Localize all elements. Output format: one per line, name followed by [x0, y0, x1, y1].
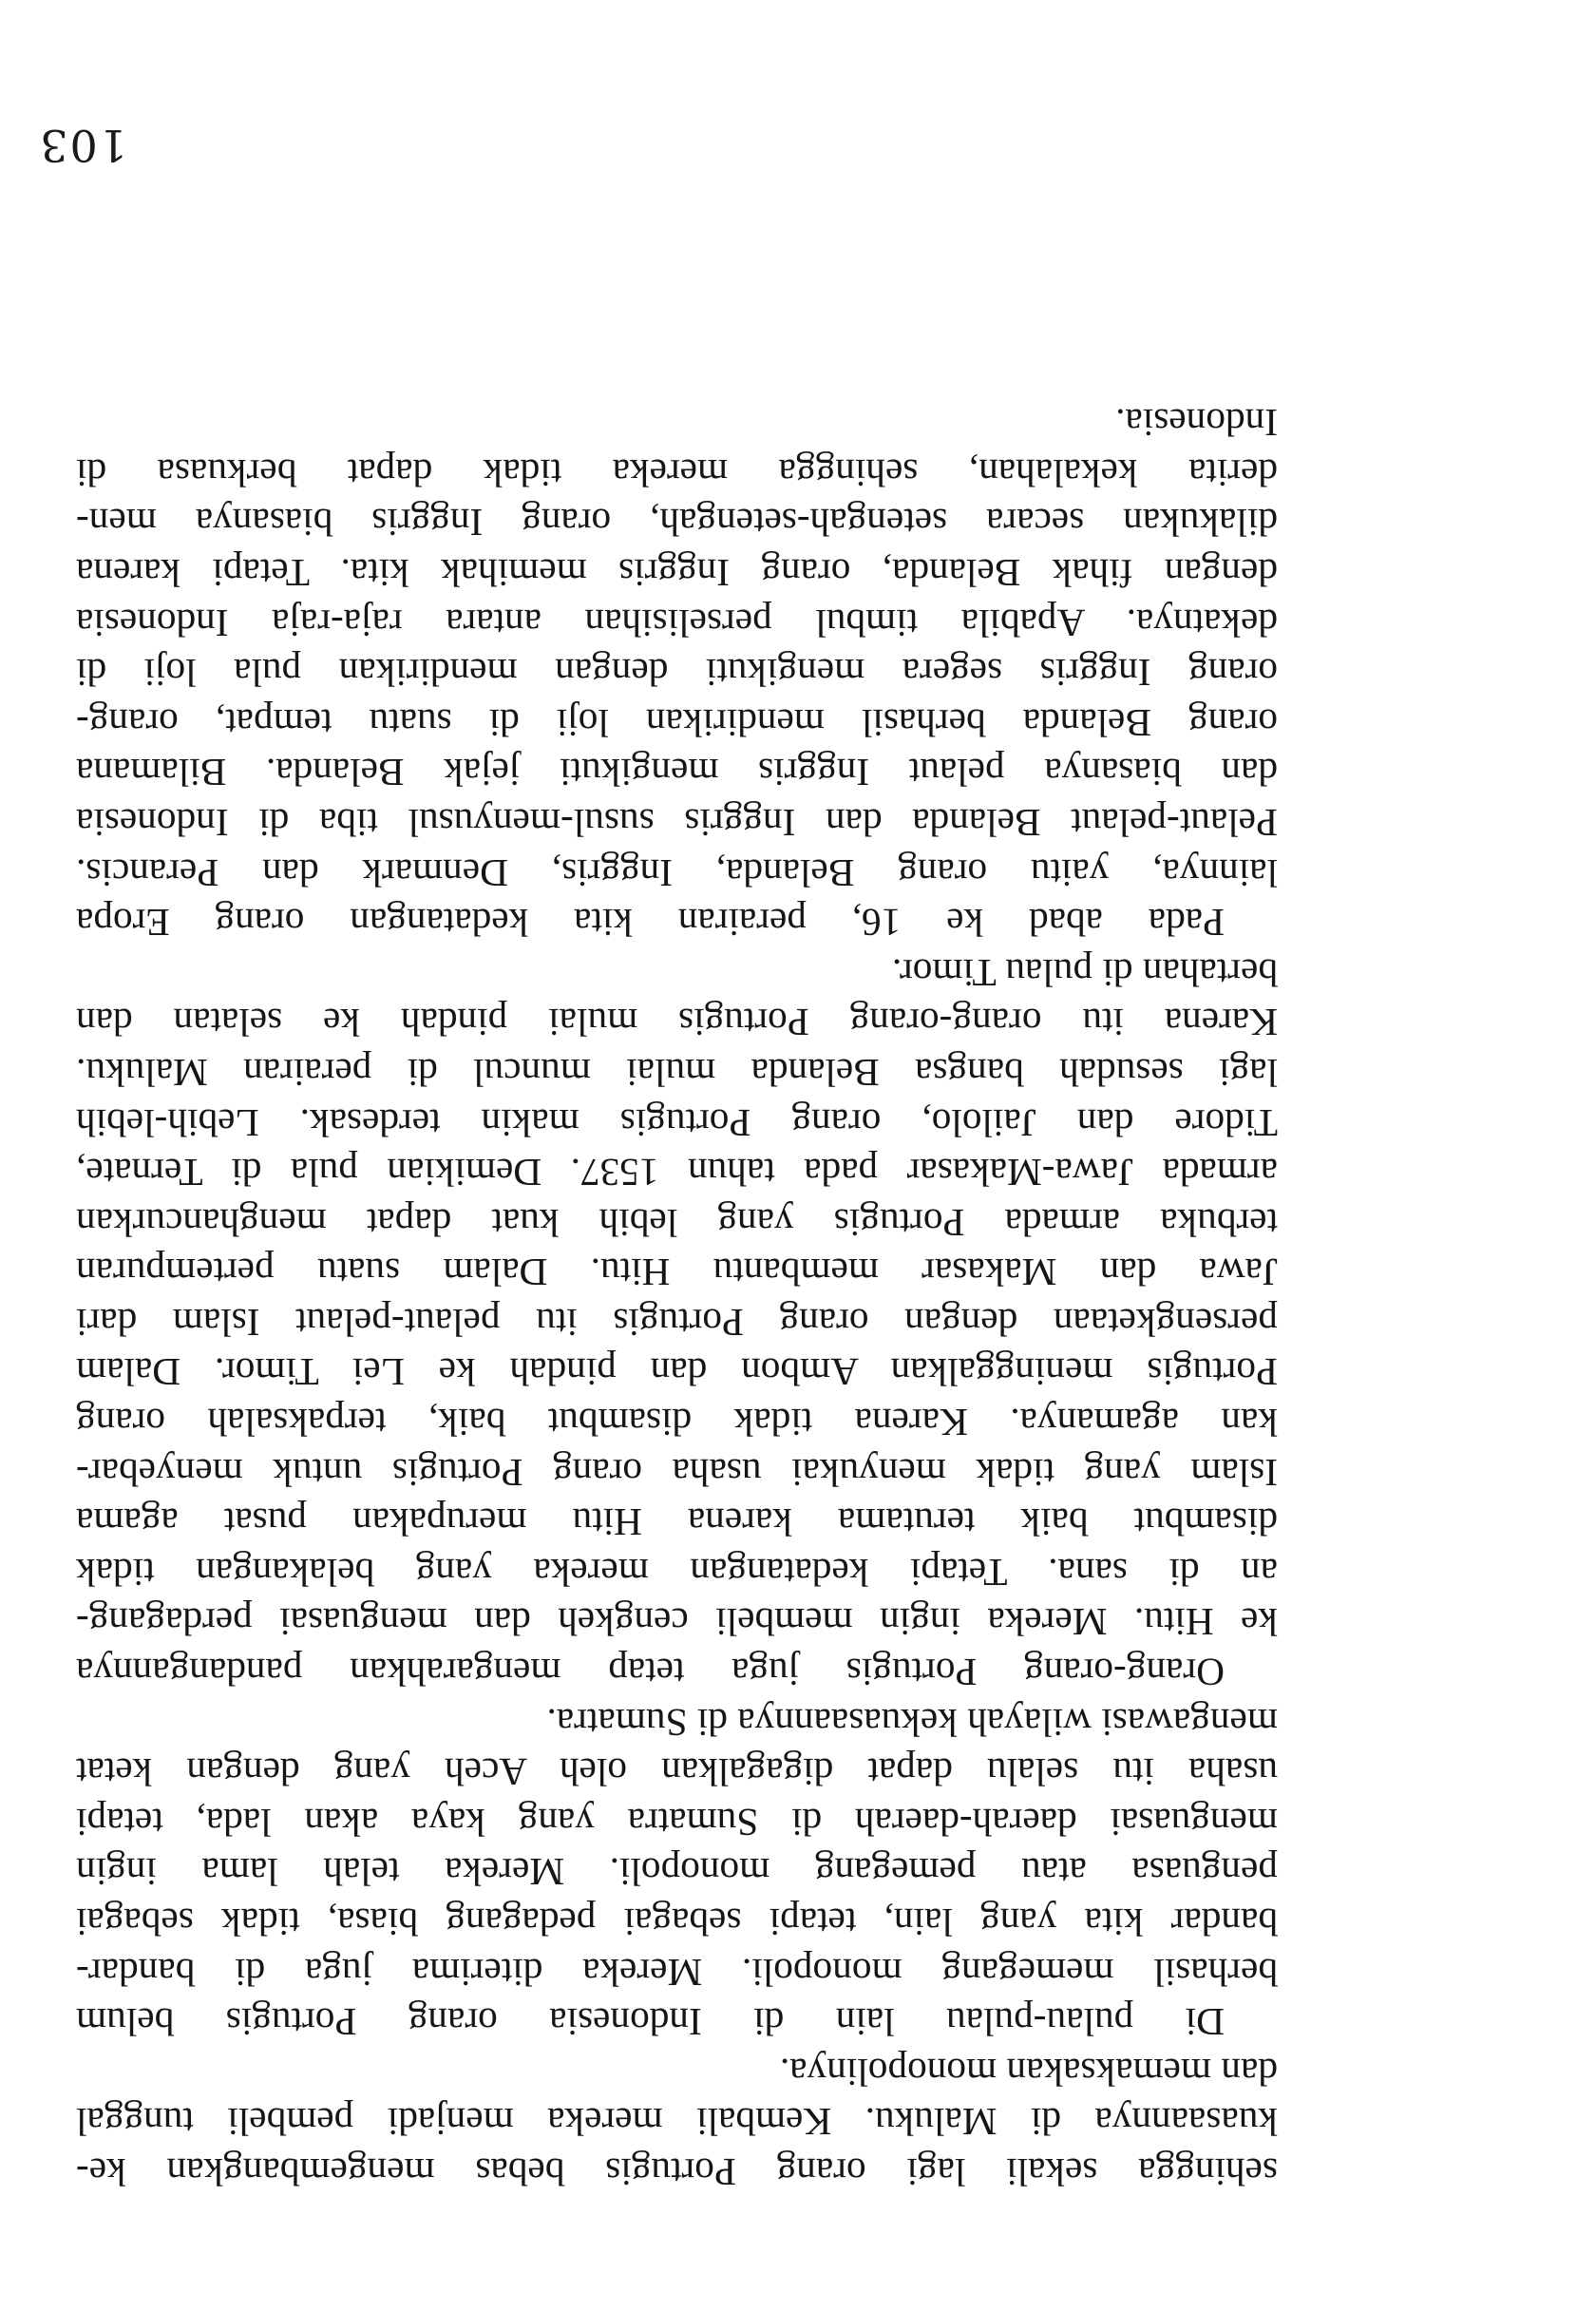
text-line: an di sana. Tetapi kedatangan mereka yang belakangan tidak: [76, 1550, 1278, 1595]
text-line: mengawasi wilayah kekuasaannya di Sumatra.: [546, 1700, 1278, 1745]
paragraph: [76, 398, 1278, 948]
text-line: Jawa dan Makasar membantu Hitu. Dalam suatu pertempuran: [76, 1251, 1278, 1295]
body-text: [76, 398, 1278, 2197]
text-line: penguasa atau pemegang monopoli. Mereka telah lama ingin: [76, 1850, 1278, 1895]
text-line: lainnya, yaitu orang Belanda, Inggris, Denmark dan Perancis.: [76, 850, 1278, 895]
text-line: kuasaannya di Maluku. Kembali mereka menjadi pembeli tunggal: [76, 2100, 1278, 2145]
paragraph: [76, 947, 1278, 1697]
text-line: bandar kita yang lain, tetapi sebagai pedagang biasa, tidak sebagai: [76, 1900, 1278, 1945]
text-line: dan memaksakan monopolinya.: [779, 2050, 1278, 2094]
text-line: Karena itu orang-orang Portugis mulai pindah ke selatan dan: [76, 1001, 1278, 1045]
text-line: orang Inggris segera mengikuti dengan mendirikan pula loji di: [76, 651, 1278, 696]
text-line: armada Jawa-Makasar pada tahun 1537. Demikian pula di Ternate,: [76, 1151, 1278, 1195]
text-line: terbuka armada Portugis yang lebih kuat dapat menghancurkan: [76, 1200, 1278, 1245]
paragraph: [76, 1697, 1278, 2047]
text-line: dilakukan secara setengah-setengah, orang Inggris biasanya men-: [76, 501, 1278, 545]
text-line: Di pulau-pulau lain di Indonesia orang Portugis belum: [76, 2000, 1225, 2045]
text-line: Pelaut-pelaut Belanda dan Inggris susul-menyusul tiba di Indonesia: [76, 800, 1278, 845]
text-line: Islam yang tidak menyukai usaha orang Portugis untuk menyebar-: [76, 1450, 1278, 1495]
text-line: disambut baik terutama karena Hitu merupakan pusat agama: [76, 1500, 1278, 1545]
text-line: dan biasanya pelaut Inggris mengikuti jejak Belanda. Bilamana: [76, 751, 1278, 795]
paragraph: [76, 2047, 1278, 2197]
text-line: lagi sesudah bangsa Belanda mulai muncul di perairan Maluku.: [76, 1050, 1278, 1095]
text-line: Portugis meninggalkan Ambon dan pindah ke Lei Timor. Dalam: [76, 1350, 1278, 1395]
text-line: orang Belanda berhasil mendirikan loji di suatu tempat, orang-: [76, 700, 1278, 745]
text-line: dengan fihak Belanda, orang Inggris memihak kita. Tetapi karena: [76, 551, 1278, 595]
page-number: 103: [38, 120, 127, 171]
text-line: menguasai daerah-daerah di Sumatra yang kaya akan lada, tetapi: [76, 1800, 1278, 1844]
text-line: bertahan di pulau Timor.: [891, 950, 1278, 995]
text-line: persengketaan dengan orang Portugis itu pelaut-pelaut Islam dari: [76, 1300, 1278, 1345]
text-line: usaha itu selalu dapat digagalkan oleh Aceh yang dengan ketat: [76, 1750, 1278, 1795]
text-line: berhasil memegang monopoli. Mereka diterima juga di bandar-: [76, 1950, 1278, 1995]
text-line: derita kekalahan, sehingga mereka tidak dapat berkuasa di: [76, 450, 1278, 495]
text-line: dekatnya. Apabila timbul perselisihan antara raja-raja Indonesia: [76, 601, 1278, 645]
text-line: Tidore dan Jailolo, orang Portugis makin terdesak. Lebih-lebih: [76, 1100, 1278, 1145]
text-line: ke Hitu. Mereka ingin membeli cengkeh dan menguasai perdagang-: [76, 1600, 1278, 1645]
text-line: Indonesia.: [1115, 401, 1278, 446]
text-line: Pada abad ke 16, perairan kita kedatangan orang Eropa: [76, 901, 1225, 945]
text-line: kan agamanya. Karena tidak disambut baik, terpaksalah orang: [76, 1401, 1278, 1445]
text-line: sehingga sekali lagi orang Portugis bebas mengembangkan ke-: [76, 2150, 1278, 2194]
text-line: Orang-orang Portugis juga tetap mengarahkan pandangannya: [76, 1651, 1225, 1695]
